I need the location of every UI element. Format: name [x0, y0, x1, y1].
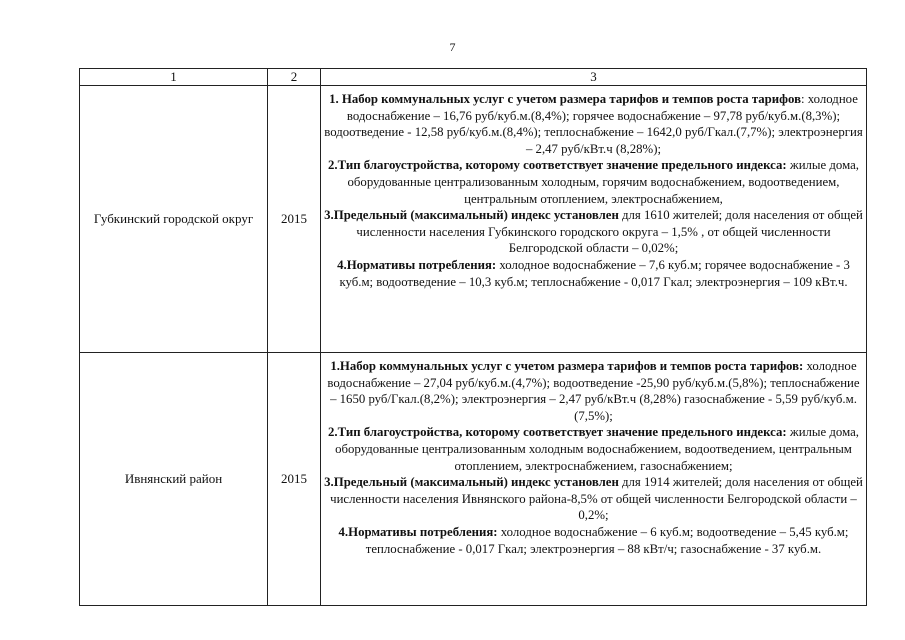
section-4-title: 4.Нормативы потребления:	[337, 257, 497, 272]
page-number: 7	[449, 40, 456, 54]
column-header-2: 2	[268, 69, 321, 86]
section-2-title: 2.Тип благоустройства, которому соответствует значение предельного индекса:	[328, 425, 787, 440]
column-header-3: 3	[321, 69, 867, 86]
section-3-title: 3.Предельный (максимальный) индекс установлен	[324, 208, 619, 223]
section-3-text: для 1610 жителей; доля населения от общей численности населения Губкинского городского округа – 1,5% , от общей численности Белгородской области – 0,02%;	[356, 208, 863, 256]
section-2	[323, 157, 864, 207]
table-row	[80, 353, 867, 606]
section-4-title: 4.Нормативы потребления:	[338, 524, 498, 539]
section-2-title: 2.Тип благоустройства, которому соответствует значение предельного индекса:	[328, 158, 787, 173]
section-1-text: : холодное водоснабжение – 16,76 руб/куб.м.(8,4%); горячее водоснабжение – 97,78 руб/куб.м.(8,3%); водоотведение - 12,58 руб/куб.м.(8,4%); теплоснабжение – 1642,0 руб/Гкал.(7,7%); электроэнергия – 2,47 руб/кВт.ч (8,28%);	[324, 92, 863, 156]
description-cell	[321, 86, 867, 353]
section-1-text: холодное водоснабжение – 27,04 руб/куб.м.(4,7%); водоотведение -25,90 руб/куб.м.(5,8%); теплоснабжение – 1650 руб/Гкал.(8,2%); электроэнергия – 2,47 руб/кВт.ч (8,28%) газоснабжение - 5,59 руб/куб.м. (7,5%);	[327, 359, 860, 423]
section-3	[323, 207, 864, 257]
section-4	[323, 524, 864, 557]
region-cell: Губкинский городской округ	[80, 86, 268, 353]
section-2-text: жилые дома, оборудованные централизованным холодным водоснабжением, водоотведением, центральным отоплением, электроснабжением, газоснабжением;	[335, 425, 859, 473]
description-cell	[321, 353, 867, 606]
region-cell: Ивнянский район	[80, 353, 268, 606]
section-1	[323, 91, 864, 157]
section-1-title: 1.Набор коммунальных услуг с учетом размера тарифов и темпов роста тарифов:	[330, 359, 804, 373]
section-4-text: холодное водоснабжение – 7,6 куб.м; горячее водоснабжение - 3 куб.м; водоотведение – 10,3 куб.м; теплоснабжение - 0,017 Гкал; электроэнергия – 109 кВт.ч.	[339, 257, 850, 289]
table-row	[80, 86, 867, 353]
tariff-table	[79, 68, 867, 606]
section-4-text: холодное водоснабжение – 6 куб.м; водоотведение – 5,45 куб.м; теплоснабжение - 0,017 Гкал; электроэнергия – 88 кВт/ч; газоснабжение - 37 куб.м.	[365, 524, 849, 556]
section-4	[323, 257, 864, 290]
section-3	[323, 474, 864, 524]
section-1-title: 1. Набор коммунальных услуг с учетом размера тарифов и темпов роста тарифов	[329, 92, 801, 106]
column-header-1: 1	[80, 69, 268, 86]
section-1	[323, 358, 864, 424]
year-cell: 2015	[268, 86, 321, 353]
year-cell: 2015	[268, 353, 321, 606]
section-3-title: 3.Предельный (максимальный) индекс установлен	[324, 475, 619, 490]
section-3-text: для 1914 жителей; доля населения от общей численности населения Ивнянского района-8,5% от общей численности Белгородской области – 0,2%;	[330, 475, 863, 523]
table-header-row	[80, 69, 867, 86]
section-2	[323, 424, 864, 474]
section-2-text: жилые дома, оборудованные централизованным холодным, горячим водоснабжением, водоотведением, центральным отоплением, электроснабжением,	[347, 158, 859, 206]
